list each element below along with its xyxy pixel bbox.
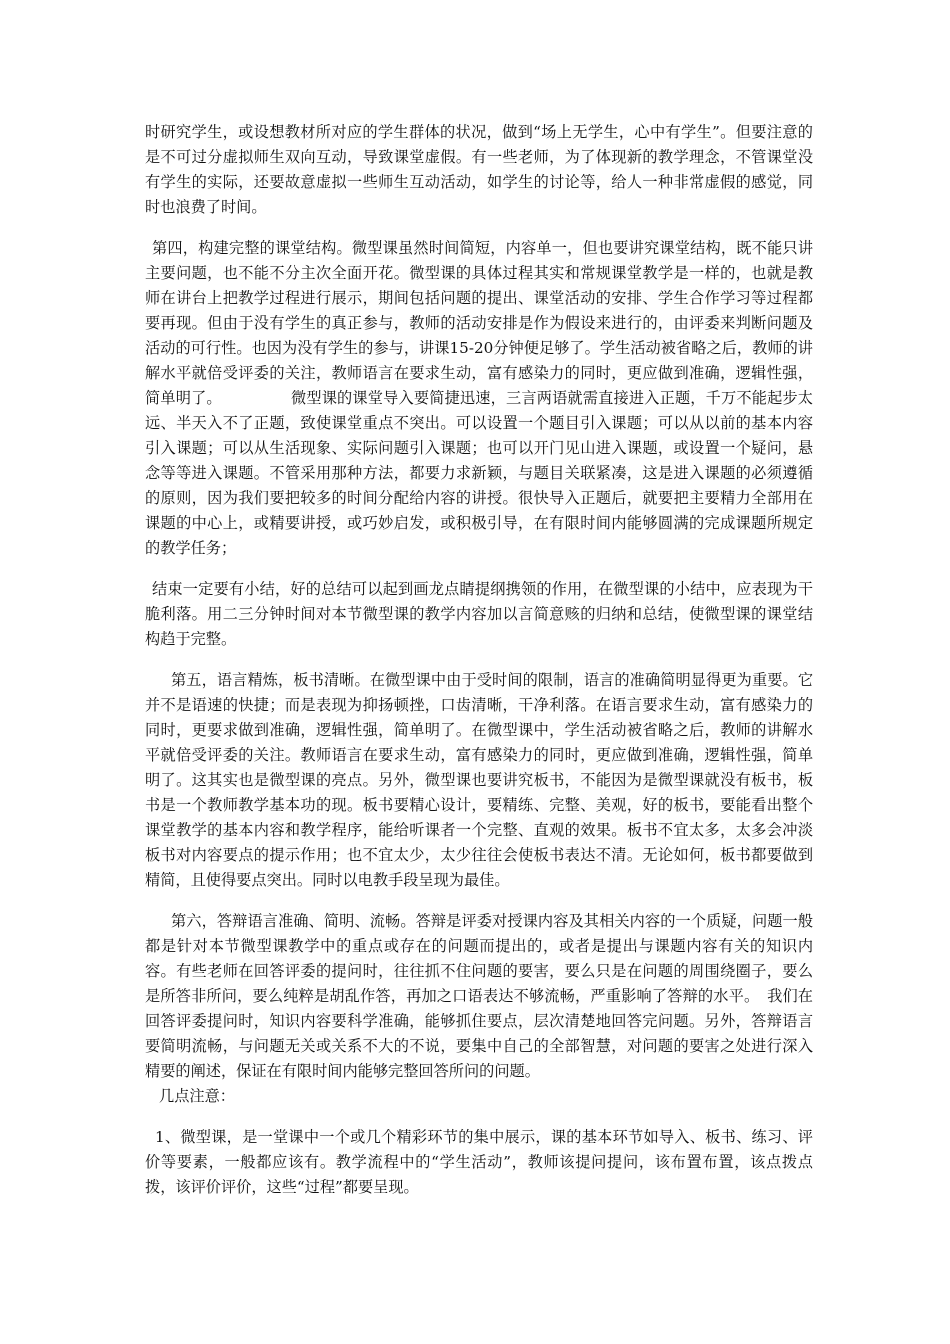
paragraph-student-interaction: 时研究学生，或设想教材所对应的学生群体的状况，做到“场上无学生，心中有学生”。但要注意的是不可过分虚拟师生双向互动，导致课堂虚假。有一些老师，为了体现新的教学理念，不管课堂没有学生的实际，还要故意虚拟一些师生互动活动，如学生的讨论等，给人一种非常虚假的感觉，同时也浪费了时间。: [145, 123, 813, 216]
paragraph-notes-heading: 几点注意：: [159, 1087, 235, 1105]
paragraph-fifth-language-blackboard: 第五，语言精炼，板书清晰。在微型课中由于受时间的限制，语言的准确简明显得更为重要。它并不是语速的快捷；而是表现为抑扬顿挫，口齿清晰，干净利落。在语言要求生动，富有感染力的同时，更要求做到准确，逻辑性强，简单明了。在微型课中，学生活动被省略之后，教师的讲解水平就倍受评委的关注。教师语言在要求生动，富有感染力的同时，更应做到准确，逻辑性强，简单明了。这其实也是微型课的亮点。另外，微型课也要讲究板书，不能因为是微型课就没有板书，板书是一个教师教学基本功的现。板书要精心设计，要精练、完整、美观，好的板书，要能看出整个课堂教学的基本内容和教学程序，能给听课者一个完整、直观的效果。板书不宜太多，太多会冲淡板书对内容要点的提示作用；也不宜太少，太少往往会使板书表达不清。无论如何，板书都要做到精简，且使得要点突出。同时以电教手段呈现为最佳。: [145, 671, 813, 889]
document-body: [145, 120, 813, 1216]
paragraph-fourth-classroom-structure: 第四，构建完整的课堂结构。微型课虽然时间简短，内容单一，但也要讲究课堂结构，既不能只讲主要问题，也不能不分主次全面开花。微型课的具体过程其实和常规课堂教学是一样的，也就是教师在讲台上把教学过程进行展示，期间包括问题的提出、课堂活动的安排、学生合作学习等过程都要再现。但由于没有学生的真正参与，教师的活动安排是作为假设来进行的，由评委来判断问题及活动的可行性。也因为没有学生的参与，讲课15-20分钟便足够了。学生活动被省略之后，教师的讲解水平就倍受评委的关注，教师语言在要求生动，富有感染力的同时，更应做到准确，逻辑性强，简单明了。 微型课的课堂导入要简捷迅速，三言两语就需直接进入正题，千万不能起步太远、半天入不了正题，致使课堂重点不突出。可以设置一个题目引入课题；可以从以前的基本内容引入课题；可以从生活现象、实际问题引入课题；也可以开门见山进入课题，或设置一个疑问，悬念等等进入课题。不管采用那种方法，都要力求新颖，与题目关联紧凑，这是进入课题的必须遵循的原则，因为我们要把较多的时间分配给内容的讲授。很快导入正题后，就要把主要精力全部用在课题的中心上，或精要讲授，或巧妙启发，或积极引导，在有限时间内能够圆满的完成课题所规定的教学任务；: [145, 239, 813, 557]
paragraph-note-1: 1、微型课，是一堂课中一个或几个精彩环节的集中展示，课的基本环节如导入、板书、练习、评价等要素，一般都应该有。教学流程中的“学生活动”，教师该提问提问，该布置布置，该点拨点拨，该评价评价，这些“过程”都要呈现。: [145, 1128, 813, 1196]
paragraph-sixth-defense: 第六，答辩语言准确、简明、流畅。答辩是评委对授课内容及其相关内容的一个质疑，问题一般都是针对本节微型课教学中的重点或存在的问题而提出的，或者是提出与课题内容有关的知识内容。有些老师在回答评委的提问时，往往抓不住问题的要害，要么只是在问题的周围绕圈子，要么是所答非所问，要么纯粹是胡乱作答，再加之口语表达不够流畅，严重影响了答辩的水平。 我们在回答评委提问时，知识内容要科学准确，能够抓住要点，层次清楚地回答完问题。另外，答辩语言要简明流畅，与问题无关或关系不大的不说，要集中自己的全部智慧，对问题的要害之处进行深入精要的阐述，保证在有限时间内能够完整回答所问的问题。: [145, 912, 813, 1080]
paragraph-summary: 结束一定要有小结，好的总结可以起到画龙点睛提纲携领的作用，在微型课的小结中，应表现为干脆利落。用二三分钟时间对本节微型课的教学内容加以言简意赅的归纳和总结，使微型课的课堂结构趋于完整。: [145, 580, 813, 648]
